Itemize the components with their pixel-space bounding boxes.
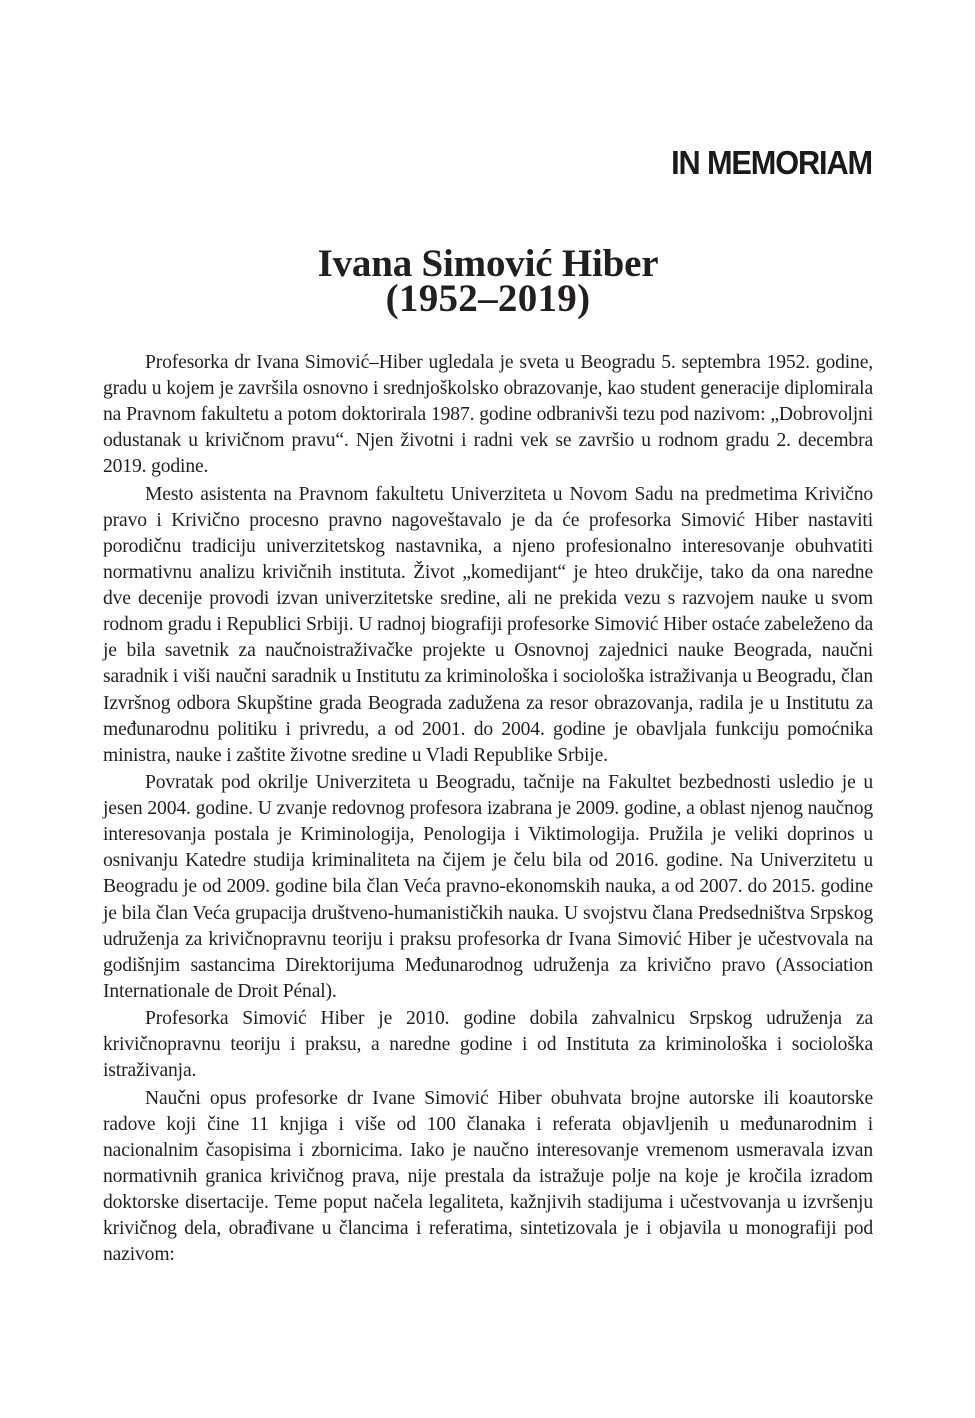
person-name: Ivana Simović Hiber bbox=[317, 242, 659, 285]
paragraph-biography-intro: Profesorka dr Ivana Simović–Hiber ugledala je sveta u Beogradu 5. septembra 1952. godine, gradu u kojem je završila osnovno i srednjoškolsko obrazovanje, kao student generacije diplomirala na Pravnom fakultetu a potom doktorirala 1987. godine odbranivši tezu pod nazivom: „Dobrovoljni odustanak u krivičnom pravu“. Njen životni i radni vek se završio u rodnom gradu 2. decembra 2019. godine. bbox=[103, 352, 873, 478]
paragraph-university-return: Povratak pod okrilje Univerziteta u Beogradu, tačnije na Fakultet bezbednosti usledio je u jesen 2004. godine. U zvanje redovnog profesora izabrana je 2009. godine, a oblast njenog naučnog interesovanja postala je Kriminologija, Penologija i Viktimologija. Pružila je veliki doprinos u osnivanju Katedre studija kriminaliteta na čijem je čelu bila od 2016. godine. Na Univerzitetu u Beogradu je od 2009. godine bila član Veća pravno-ekonomskih nauka, a od 2007. do 2015. godine je bila član Veća grupacija društveno-humanističkih nauka. U svojstvu člana Predsedništva Srpskog udruženja za krivičnopravnu teoriju i praksu profesorka dr Ivana Simović Hiber je učestvovala na godišnjim sastancima Direktorijuma Međunarodnog udruženja za krivično pravo (Association Internationale de Droit Pénal). bbox=[103, 772, 873, 1002]
paragraph-awards: Profesorka Simović Hiber je 2010. godine dobila zahvalnicu Srpskog udruženja za krivičnopravnu teoriju i praksu, a naredne godine i od Instituta za kriminološka i sociološka istraživanja. bbox=[103, 1008, 873, 1082]
memorial-header bbox=[103, 242, 873, 320]
person-life-years: (1952–2019) bbox=[385, 277, 591, 320]
paragraph-scientific-work: Naučni opus profesorke dr Ivane Simović Hiber obuhvata brojne autorske ili koautorske radove koji čine 11 knjiga i više od 100 članaka i referata objavljenih u međunarodnim i nacionalnim časopisima i zbornicima. Iako je naučno interesovanje vremenom usmeravala izvan normativnih granica krivičnog prava, nije prestala da istražuje polje na koje je kročila izradom doktorske disertacije. Teme poput načela legaliteta, kažnjivih stadijuma i učestvovanja u izvršenju krivičnog dela, obrađivane u člancima i referatima, sintetizovala je i objavila u monografiji pod nazivom: bbox=[103, 1087, 873, 1266]
article-body bbox=[103, 350, 873, 1270]
section-heading: IN MEMORIAM bbox=[671, 144, 872, 181]
paragraph-career: Mesto asistenta na Pravnom fakultetu Univerziteta u Novom Sadu na predmetima Krivično pravo i Krivično procesno pravno nagoveštavalo je da će profesorka Simović Hiber nastaviti porodičnu tradiciju univerzitetskog nastavnika, a njeno profesionalno interesovanje obuhvatiti normativnu analizu krivičnih instituta. Život „komedijant“ je hteo drukčije, tako da ona naredne dve decenije provodi izvan univerzitetske sredine, ali ne prekida vezu s razvojem nauke u svom rodnom gradu i Republici Srbiji. U radnoj biografiji profesorke Simović Hiber ostaće zabeleženo da je bila savetnik za naučnoistraživačke projekte u Osnovnoj zajednici nauke Beograda, naučni saradnik i viši naučni saradnik u Institutu za kriminološka i sociološka istraživanja u Beogradu, član Izvršnog odbora Skupštine grada Beograda zadužena za resor obrazovanja, radila je u Institutu za međunarodnu politiku i privredu, a od 2001. do 2004. godine je obavljala funkciju pomoćnika ministra, nauke i zaštite životne sredine u Vladi Republike Srbije. bbox=[103, 483, 873, 766]
